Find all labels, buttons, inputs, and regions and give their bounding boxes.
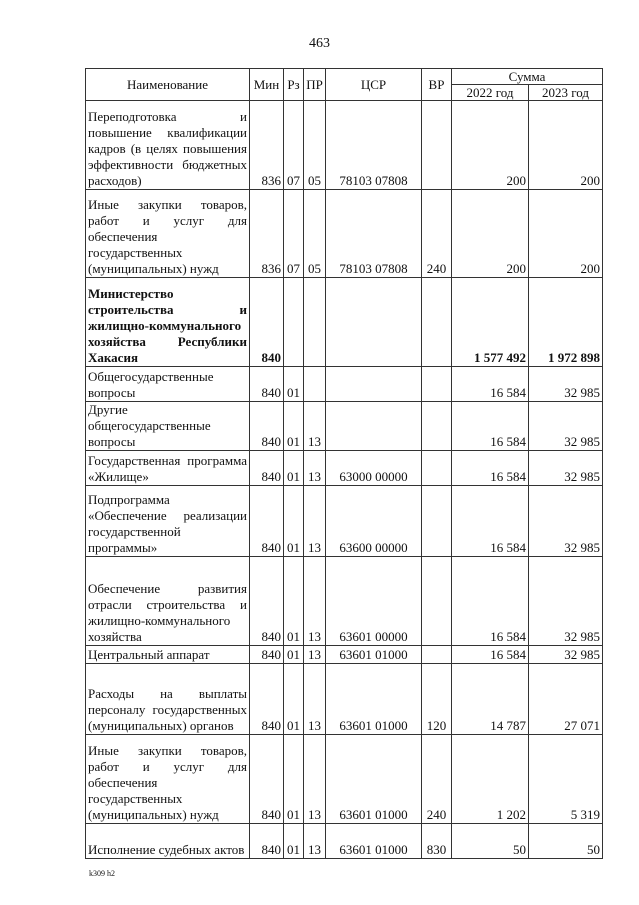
row-rz: 01 [284,557,304,646]
row-2022: 16 584 [452,367,529,402]
row-csr: 78103 07808 [326,190,422,278]
budget-table [85,68,603,859]
row-vr [422,278,452,367]
row-name: Обеспечение развития отрасли строительства и жилищно-коммунального хозяйства [86,557,250,646]
row-2022: 1 202 [452,735,529,824]
header-year-2022: 2022 год [452,85,529,101]
row-2023: 1 972 898 [529,278,603,367]
row-2023: 32 985 [529,646,603,664]
row-pr: 13 [304,557,326,646]
row-pr: 13 [304,486,326,557]
row-rz: 01 [284,402,304,451]
row-pr: 13 [304,646,326,664]
row-2023: 50 [529,824,603,859]
row-rz: 01 [284,451,304,486]
row-csr: 63601 00000 [326,557,422,646]
header-year-2023: 2023 год [529,85,603,101]
row-csr: 63000 00000 [326,451,422,486]
row-csr: 63601 01000 [326,824,422,859]
row-min: 840 [250,278,284,367]
row-vr [422,557,452,646]
row-2023: 32 985 [529,402,603,451]
row-name: Иные закупки товаров, работ и услуг для обеспечения государственных (муниципальных) нужд [86,190,250,278]
row-pr: 05 [304,190,326,278]
row-name: Исполнение судебных актов [86,824,250,859]
row-csr: 63601 01000 [326,646,422,664]
row-pr [304,278,326,367]
row-2022: 1 577 492 [452,278,529,367]
table-row [86,451,603,486]
row-pr: 13 [304,824,326,859]
row-csr [326,278,422,367]
table-row [86,190,603,278]
row-name: Другие общегосударственные вопросы [86,402,250,451]
row-name: Государственная программа «Жилище» [86,451,250,486]
row-rz: 01 [284,367,304,402]
table-row [86,735,603,824]
header-name: Наименование [86,69,250,101]
row-2022: 50 [452,824,529,859]
row-name: Центральный аппарат [86,646,250,664]
page-number: 463 [309,36,330,51]
row-min: 840 [250,557,284,646]
row-2022: 16 584 [452,402,529,451]
header-min: Мин [250,69,284,101]
row-rz: 01 [284,664,304,735]
row-min: 840 [250,824,284,859]
row-2022: 16 584 [452,557,529,646]
row-rz: 07 [284,190,304,278]
table-row [86,402,603,451]
row-vr [422,101,452,190]
row-csr: 63601 01000 [326,664,422,735]
row-name: Расходы на выплаты персоналу государственных (муниципальных) органов [86,664,250,735]
row-2023: 32 985 [529,486,603,557]
row-rz: 01 [284,646,304,664]
row-vr: 240 [422,735,452,824]
header-rz: Рз [284,69,304,101]
row-2023: 27 071 [529,664,603,735]
row-2022: 16 584 [452,451,529,486]
row-2023: 200 [529,101,603,190]
row-name: Переподготовка и повышение квалификации кадров (в целях повышения эффективности бюджетных расходов) [86,101,250,190]
row-csr: 63600 00000 [326,486,422,557]
row-name: Общегосударственные вопросы [86,367,250,402]
row-2023: 32 985 [529,451,603,486]
row-rz: 01 [284,824,304,859]
row-min: 840 [250,451,284,486]
row-vr [422,402,452,451]
row-min: 840 [250,486,284,557]
row-name: Иные закупки товаров, работ и услуг для обеспечения государственных (муниципальных) нужд [86,735,250,824]
row-min: 840 [250,664,284,735]
row-min: 836 [250,190,284,278]
row-2023: 5 319 [529,735,603,824]
table-row [86,557,603,646]
row-2023: 32 985 [529,367,603,402]
row-rz: 01 [284,735,304,824]
row-vr [422,367,452,402]
footer-code: k309 h2 [89,869,115,878]
row-pr: 13 [304,402,326,451]
row-vr [422,646,452,664]
row-2022: 14 787 [452,664,529,735]
row-csr: 78103 07808 [326,101,422,190]
row-min: 836 [250,101,284,190]
row-2023: 200 [529,190,603,278]
row-vr: 120 [422,664,452,735]
row-vr: 830 [422,824,452,859]
row-2022: 200 [452,190,529,278]
table-row [86,367,603,402]
table-row [86,664,603,735]
row-2022: 16 584 [452,646,529,664]
row-pr: 13 [304,735,326,824]
row-vr: 240 [422,190,452,278]
header-vr: ВР [422,69,452,101]
row-name: Министерство строительства и жилищно-коммунального хозяйства Республики Хакасия [86,278,250,367]
table-row [86,278,603,367]
row-pr: 13 [304,664,326,735]
row-name: Подпрограмма «Обеспечение реализации государственной программы» [86,486,250,557]
row-min: 840 [250,402,284,451]
table-row [86,646,603,664]
row-csr [326,367,422,402]
row-min: 840 [250,367,284,402]
table-row [86,486,603,557]
row-vr [422,451,452,486]
row-csr [326,402,422,451]
row-pr [304,367,326,402]
row-pr: 05 [304,101,326,190]
table-row [86,101,603,190]
row-2022: 16 584 [452,486,529,557]
row-csr: 63601 01000 [326,735,422,824]
row-pr: 13 [304,451,326,486]
row-rz: 07 [284,101,304,190]
row-rz: 01 [284,486,304,557]
header-csr: ЦСР [326,69,422,101]
header-pr: ПР [304,69,326,101]
header-sum: Сумма [452,69,603,85]
row-2022: 200 [452,101,529,190]
row-rz [284,278,304,367]
row-min: 840 [250,735,284,824]
row-2023: 32 985 [529,557,603,646]
table-row [86,824,603,859]
row-min: 840 [250,646,284,664]
row-vr [422,486,452,557]
